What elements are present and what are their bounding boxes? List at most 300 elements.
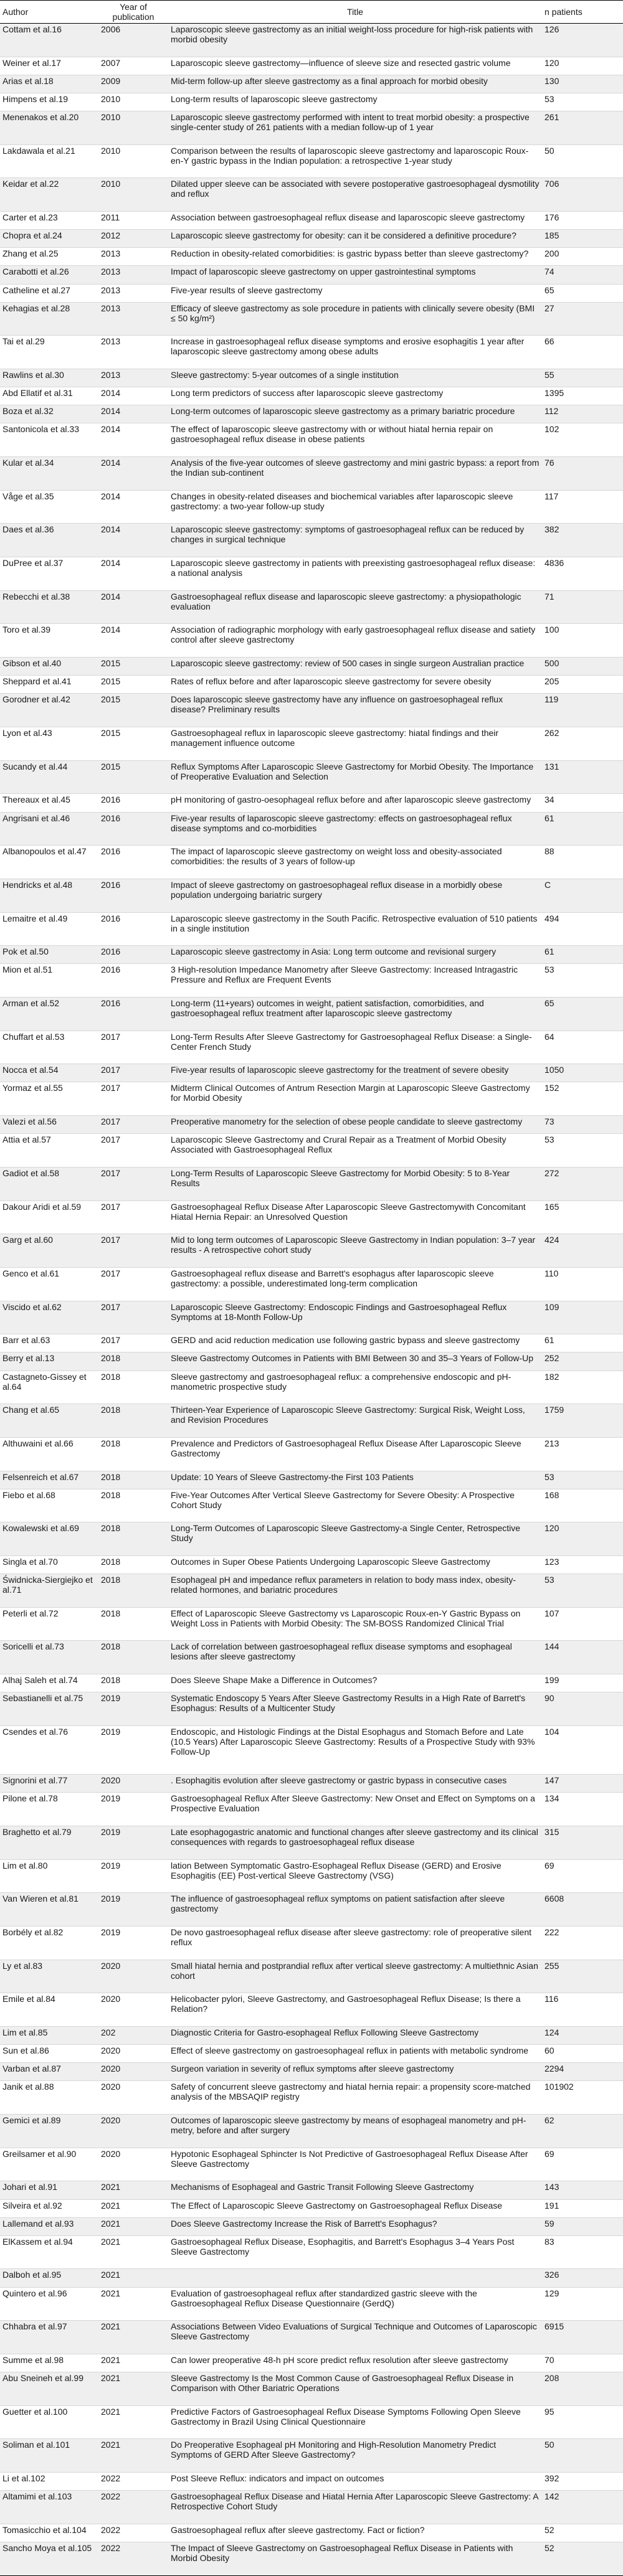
year-cell: 2014 [98, 490, 168, 524]
author-cell: Soricelli et al.73 [0, 1641, 98, 1674]
table-row [0, 760, 623, 794]
header-row [0, 1, 623, 24]
n-patients-cell: 1395 [542, 387, 623, 405]
table-row [0, 912, 623, 946]
author-cell: Kehagias et al.28 [0, 302, 98, 336]
title-cell: Laparoscopic sleeve gastrectomy as an initial weight-loss procedure for high-risk patients with morbid obesity [168, 24, 542, 57]
year-cell: 2018 [98, 1556, 168, 1574]
year-cell: 2010 [98, 93, 168, 111]
n-patients-cell: 69 [542, 1859, 623, 1893]
year-cell: 2019 [98, 1826, 168, 1859]
n-patients-cell: 205 [542, 676, 623, 694]
table-row [0, 1725, 623, 1774]
table-row [0, 624, 623, 658]
n-patients-cell: 326 [542, 2269, 623, 2287]
n-patients-cell: 102 [542, 423, 623, 457]
title-cell: Do Preoperative Esophageal pH Monitoring and High-Resolution Manometry Predict Symptoms of GERD After Sleeve Gastrectomy? [168, 2439, 542, 2473]
author-cell: Carter et al.23 [0, 212, 98, 230]
table-row [0, 2148, 623, 2181]
n-patients-cell: 52 [542, 2542, 623, 2575]
author-cell: Catheline et al.27 [0, 284, 98, 302]
title-cell: Small hiatal hernia and postprandial reflux after vertical sleeve gastrectomy: A multiethnic Asian cohort [168, 1960, 542, 1993]
year-cell: 2018 [98, 1371, 168, 1404]
table-row [0, 2063, 623, 2081]
year-cell: 2014 [98, 405, 168, 423]
table-row [0, 1471, 623, 1489]
title-cell: Analysis of the five-year outcomes of sleeve gastrectomy and mini gastric bypass: a report from the Indian sub-continent [168, 457, 542, 491]
table-row [0, 2026, 623, 2044]
author-cell: Toro et al.39 [0, 624, 98, 658]
table-row [0, 1793, 623, 1826]
year-cell: 2013 [98, 266, 168, 284]
table-row [0, 1064, 623, 1082]
title-cell: Endoscopic, and Histologic Findings at the Distal Esophagus and Stomach Before and Late (10.5 Years) After Laparoscopic Sleeve Gastrectomy: Results of a Prospective Study with 93% Follow-Up [168, 1725, 542, 1774]
n-patients-cell: 61 [542, 812, 623, 846]
author-cell: Himpens et al.19 [0, 93, 98, 111]
n-patients-cell: 130 [542, 75, 623, 93]
table-row [0, 1371, 623, 1404]
title-cell: Long-Term Results of Laparoscopic Sleeve Gastrectomy for Morbid Obesity: 5 to 8-Year Results [168, 1167, 542, 1201]
author-cell: Keidar et al.22 [0, 178, 98, 212]
title-cell: Lack of correlation between gastroesophageal reflux disease symptoms and esophageal lesions after sleeve gastrectomy [168, 1641, 542, 1674]
author-cell: Varban et al.87 [0, 2063, 98, 2081]
title-cell: Association between gastroesophageal reflux disease and laparoscopic sleeve gastrectomy [168, 212, 542, 230]
title-cell: Comparison between the results of laparoscopic sleeve gastrectomy and laparoscopic Roux-en-Y gastric bypass in the Indian population: a retrospective 1-year study [168, 144, 542, 178]
year-cell: 2021 [98, 2321, 168, 2354]
author-cell: Abu Sneineh et al.99 [0, 2372, 98, 2406]
year-cell: 2020 [98, 2063, 168, 2081]
title-cell: The effect of laparoscopic sleeve gastrectomy with or without hiatal hernia repair on gastroesophageal reflux disease in obese patients [168, 423, 542, 457]
title-cell: Outcomes of laparoscopic sleeve gastrectomy by means of esophageal manometry and pH-metry, before and after surgery [168, 2115, 542, 2148]
table-row [0, 405, 623, 423]
year-cell: 2018 [98, 1352, 168, 1371]
author-cell: Sancho Moya et al.105 [0, 2542, 98, 2575]
author-cell: Altamimi et al.103 [0, 2491, 98, 2524]
author-cell: Gemici et al.89 [0, 2115, 98, 2148]
author-cell: Summe et al.98 [0, 2354, 98, 2372]
n-patients-cell: 119 [542, 694, 623, 727]
year-cell: 2013 [98, 248, 168, 266]
table-row [0, 794, 623, 812]
year-cell: 2017 [98, 1064, 168, 1082]
author-cell: Sun et al.86 [0, 2045, 98, 2063]
n-patients-cell: 134 [542, 1793, 623, 1826]
table-row [0, 2181, 623, 2199]
n-patients-cell: 74 [542, 266, 623, 284]
n-patients-cell: 124 [542, 2026, 623, 2044]
n-patients-cell: 90 [542, 1692, 623, 1726]
year-cell: 2013 [98, 369, 168, 387]
title-cell: Long-term results of laparoscopic sleeve gastrectomy [168, 93, 542, 111]
table-row [0, 1607, 623, 1641]
table-row [0, 676, 623, 694]
author-cell: Dakour Aridi et al.59 [0, 1201, 98, 1234]
author-cell: Boza et al.32 [0, 405, 98, 423]
title-cell: Increase in gastroesophageal reflux disease symptoms and erosive esophagitis 1 year after laparoscopic sleeve gastrectomy among obese adults [168, 336, 542, 369]
year-cell: 2020 [98, 1993, 168, 2027]
n-patients-cell: 199 [542, 1674, 623, 1692]
table-row [0, 369, 623, 387]
n-patients-cell: 182 [542, 1371, 623, 1404]
n-patients-cell: 176 [542, 212, 623, 230]
year-cell: 2018 [98, 1489, 168, 1522]
year-cell: 2017 [98, 1116, 168, 1134]
table-row [0, 997, 623, 1031]
table-row [0, 2235, 623, 2269]
table-row [0, 2542, 623, 2575]
author-cell: Lyon et al.43 [0, 727, 98, 761]
n-patients-cell: 100 [542, 624, 623, 658]
n-patients-cell: 50 [542, 144, 623, 178]
year-cell: 2014 [98, 457, 168, 491]
n-patients-cell: 101902 [542, 2081, 623, 2115]
year-cell: 2016 [98, 912, 168, 946]
author-cell: Arman et al.52 [0, 997, 98, 1031]
table-row [0, 2372, 623, 2406]
table-row [0, 490, 623, 524]
author-cell: Rebecchi et al.38 [0, 590, 98, 624]
title-cell: Systematic Endoscopy 5 Years After Sleeve Gastrectomy Results in a High Rate of Barrett's Esophagus: Results of a Multicenter Study [168, 1692, 542, 1726]
table-row [0, 387, 623, 405]
table-row [0, 1775, 623, 1793]
author-cell: Singla et al.70 [0, 1556, 98, 1574]
title-cell: Gastroesophageal Reflux Disease and Hiatal Hernia After Laparoscopic Sleeve Gastrectomy: A Retrospective Cohort Study [168, 2491, 542, 2524]
author-cell: Chopra et al.24 [0, 230, 98, 248]
author-cell: Signorini et al.77 [0, 1775, 98, 1793]
author-cell: Carabotti et al.26 [0, 266, 98, 284]
title-cell: Rates of reflux before and after laparoscopic sleeve gastrectomy for severe obesity [168, 676, 542, 694]
author-cell: Silveira et al.92 [0, 2199, 98, 2217]
year-cell: 2016 [98, 997, 168, 1031]
title-cell: Gastroesophageal reflux disease and Barrett's esophagus after laparoscopic sleeve gastrectomy: a possible, underestimated long-term complication [168, 1267, 542, 1301]
n-patients-cell: 71 [542, 590, 623, 624]
n-patients-cell: 213 [542, 1437, 623, 1471]
table-row [0, 75, 623, 93]
n-patients-cell: 65 [542, 997, 623, 1031]
n-patients-cell: 64 [542, 1031, 623, 1064]
table-row [0, 590, 623, 624]
n-patients-cell: 144 [542, 1641, 623, 1674]
title-cell: Associations Between Video Evaluations of Surgical Technique and Outcomes of Laparoscopic Sleeve Gastrectomy [168, 2321, 542, 2354]
title-cell: Reduction in obesity-related comorbidities: is gastric bypass better than sleeve gastrectomy? [168, 248, 542, 266]
n-patients-cell: 185 [542, 230, 623, 248]
title-cell: Midterm Clinical Outcomes of Antrum Resection Margin at Laparoscopic Sleeve Gastrectomy for Morbid Obesity [168, 1082, 542, 1116]
title-cell: Evaluation of gastroesophageal reflux after standardized gastric sleeve with the Gastroesophageal Reflux Disease Questionnaire (GerdQ) [168, 2287, 542, 2321]
year-cell: 2021 [98, 2235, 168, 2269]
author-cell: Lim et al.85 [0, 2026, 98, 2044]
year-cell: 2016 [98, 879, 168, 912]
table-row [0, 1234, 623, 1268]
title-cell: Laparoscopic sleeve gastrectomy—influence of sleeve size and resected gastric volume [168, 57, 542, 75]
year-cell: 2018 [98, 1641, 168, 1674]
author-cell: Abd Ellatif et al.31 [0, 387, 98, 405]
author-cell: DuPree et al.37 [0, 557, 98, 591]
n-patients-cell: 117 [542, 490, 623, 524]
title-cell: Gastroesophageal reflux in laparoscopic sleeve gastrectomy: hiatal findings and their management influence outcome [168, 727, 542, 761]
year-cell: 2016 [98, 846, 168, 879]
author-cell: Sucandy et al.44 [0, 760, 98, 794]
table-row [0, 230, 623, 248]
n-patients-cell: 168 [542, 1489, 623, 1522]
table-row [0, 1031, 623, 1064]
table-row [0, 946, 623, 964]
table-row [0, 1960, 623, 1993]
n-patients-cell: 382 [542, 524, 623, 557]
author-cell: Hendricks et al.48 [0, 879, 98, 912]
year-cell: 2021 [98, 2439, 168, 2473]
year-cell: 2014 [98, 557, 168, 591]
year-cell: 2018 [98, 1674, 168, 1692]
n-patients-cell: 53 [542, 964, 623, 998]
title-cell: Dilated upper sleeve can be associated with severe postoperative gastroesophageal dysmotility and reflux [168, 178, 542, 212]
table-row [0, 1826, 623, 1859]
n-patients-cell: 142 [542, 2491, 623, 2524]
year-cell: 2017 [98, 1082, 168, 1116]
title-cell: Five-Year Outcomes After Vertical Sleeve Gastrectomy for Severe Obesity: A Prospective Cohort Study [168, 1489, 542, 1522]
n-patients-cell: 112 [542, 405, 623, 423]
n-patients-cell: 61 [542, 1334, 623, 1352]
author-cell: Gibson et al.40 [0, 658, 98, 676]
n-patients-cell: 222 [542, 1926, 623, 1960]
author-cell: Chuffart et al.53 [0, 1031, 98, 1064]
n-patients-cell: 116 [542, 1993, 623, 2027]
table-row [0, 93, 623, 111]
table-row [0, 2217, 623, 2235]
n-patients-cell: 55 [542, 369, 623, 387]
table-row [0, 2405, 623, 2439]
table-row [0, 2491, 623, 2524]
author-cell: Greilsamer et al.90 [0, 2148, 98, 2181]
title-cell: Can lower preoperative 48-h pH score predict reflux resolution after sleeve gastrectomy [168, 2354, 542, 2372]
n-patients-cell: 110 [542, 1267, 623, 1301]
author-cell: Tai et al.29 [0, 336, 98, 369]
table-row [0, 1674, 623, 1692]
title-cell: 3 High-resolution Impedance Manometry after Sleeve Gastrectomy: Increased Intragastric Pressure and Reflux are Frequent Events [168, 964, 542, 998]
table-row [0, 557, 623, 591]
author-column-header: Author [0, 1, 98, 24]
year-cell: 2017 [98, 1234, 168, 1268]
author-cell: Lakdawala et al.21 [0, 144, 98, 178]
author-cell: Chang et al.65 [0, 1404, 98, 1438]
n-patients-cell: 272 [542, 1167, 623, 1201]
title-cell: Hypotonic Esophageal Sphincter Is Not Predictive of Gastroesophageal Reflux Disease After Sleeve Gastrectomy [168, 2148, 542, 2181]
title-cell: Changes in obesity-related diseases and biochemical variables after laparoscopic sleeve gastrectomy: a two-year follow-up study [168, 490, 542, 524]
table-row [0, 1167, 623, 1201]
n-patients-cell: 4836 [542, 557, 623, 591]
table-row [0, 1082, 623, 1116]
author-cell: ElKassem et al.94 [0, 2235, 98, 2269]
title-cell: The Effect of Laparoscopic Sleeve Gastrectomy on Gastroesophageal Reflux Disease [168, 2199, 542, 2217]
year-cell: 2014 [98, 387, 168, 405]
year-cell: 2014 [98, 524, 168, 557]
title-cell: The influence of gastroesophageal reflux symptoms on patient satisfaction after sleeve gastrectomy [168, 1893, 542, 1927]
n-patients-cell: 1759 [542, 1404, 623, 1438]
table-row [0, 1489, 623, 1522]
table-row [0, 1692, 623, 1726]
table-row [0, 658, 623, 676]
title-cell: Long-term (11+years) outcomes in weight, patient satisfaction, comorbidities, and gastroesophageal reflux treatment after laparoscopic sleeve gastrectomy [168, 997, 542, 1031]
year-cell: 2011 [98, 212, 168, 230]
n-patients-cell: 76 [542, 457, 623, 491]
year-cell: 2021 [98, 2269, 168, 2287]
table-row [0, 212, 623, 230]
author-cell: Cottam et al.16 [0, 24, 98, 57]
author-cell: Genco et al.61 [0, 1267, 98, 1301]
year-cell: 2019 [98, 1725, 168, 1774]
title-cell: Sleeve Gastrectomy Outcomes in Patients with BMI Between 30 and 35–3 Years of Follow-Up [168, 1352, 542, 1371]
title-cell: Gastroesophageal reflux disease and laparoscopic sleeve gastrectomy: a physiopathologic evaluation [168, 590, 542, 624]
n-patients-cell: 6608 [542, 1893, 623, 1927]
author-cell: Emile et al.84 [0, 1993, 98, 2027]
title-cell: lation Between Symptomatic Gastro-Esophageal Reflux Disease (GERD) and Erosive Esophagitis (EE) Post-vertical Sleeve Gastrectomy (VSG) [168, 1859, 542, 1893]
year-cell: 2022 [98, 2473, 168, 2491]
n-patients-cell: 53 [542, 1471, 623, 1489]
year-cell: 2013 [98, 284, 168, 302]
table-row [0, 524, 623, 557]
table-row [0, 2473, 623, 2491]
year-cell: 2020 [98, 1960, 168, 1993]
year-cell: 2010 [98, 178, 168, 212]
author-cell: Dalboh et al.95 [0, 2269, 98, 2287]
title-cell: Gastroesophageal Reflux After Sleeve Gastrectomy: New Onset and Effect on Symptoms on a Prospective Evaluation [168, 1793, 542, 1826]
table-row [0, 2524, 623, 2542]
table-row [0, 457, 623, 491]
author-cell: Mion et al.51 [0, 964, 98, 998]
title-cell: Prevalence and Predictors of Gastroesophageal Reflux Disease After Laparoscopic Sleeve Gastrectomy [168, 1437, 542, 1471]
title-cell: Does laparoscopic sleeve gastrectomy have any influence on gastroesophageal reflux disease? Preliminary results [168, 694, 542, 727]
n-patients-cell: 53 [542, 1134, 623, 1168]
table-row [0, 812, 623, 846]
table-row [0, 24, 623, 57]
title-cell: Mechanisms of Esophageal and Gastric Transit Following Sleeve Gastrectomy [168, 2181, 542, 2199]
title-cell: Mid-term follow-up after sleeve gastrectomy as a final approach for morbid obesity [168, 75, 542, 93]
author-cell: Kular et al.34 [0, 457, 98, 491]
year-cell: 2019 [98, 1692, 168, 1726]
year-cell: 2018 [98, 1437, 168, 1471]
year-cell: 2018 [98, 1471, 168, 1489]
table-row [0, 178, 623, 212]
table-row [0, 2081, 623, 2115]
year-cell: 2010 [98, 111, 168, 145]
title-cell: Effect of Laparoscopic Sleeve Gastrectomy vs Laparoscopic Roux-en-Y Gastric Bypass on Weight Loss in Patients with Morbid Obesity: The SM-BOSS Randomized Clinical Trial [168, 1607, 542, 1641]
n-patients-cell: 69 [542, 2148, 623, 2181]
table-row [0, 248, 623, 266]
author-cell: Daes et al.36 [0, 524, 98, 557]
author-cell: Sheppard et al.41 [0, 676, 98, 694]
title-cell: Sleeve gastrectomy: 5-year outcomes of a single institution [168, 369, 542, 387]
n-patients-cell: 262 [542, 727, 623, 761]
table-row [0, 2199, 623, 2217]
n-patients-cell: 88 [542, 846, 623, 879]
table-row [0, 111, 623, 145]
n-patients-cell: 6915 [542, 2321, 623, 2354]
author-cell: Sebastianelli et al.75 [0, 1692, 98, 1726]
title-cell: . Esophagitis evolution after sleeve gastrectomy or gastric bypass in consecutive cases [168, 1775, 542, 1793]
title-cell: De novo gastroesophageal reflux disease after sleeve gastrectomy: role of preoperative silent reflux [168, 1926, 542, 1960]
n-patients-cell: 70 [542, 2354, 623, 2372]
year-column-header: Year of publication [98, 1, 168, 24]
n-patients-cell: C [542, 879, 623, 912]
n-patients-cell: 95 [542, 2405, 623, 2439]
table-row [0, 1334, 623, 1352]
author-cell: Kowalewski et al.69 [0, 1522, 98, 1556]
year-cell: 202 [98, 2026, 168, 2044]
year-cell: 2013 [98, 336, 168, 369]
table-row [0, 1574, 623, 1608]
n-patients-cell: 53 [542, 1574, 623, 1608]
year-cell: 2007 [98, 57, 168, 75]
title-cell [168, 2269, 542, 2287]
n-patients-cell: 126 [542, 24, 623, 57]
n-patients-cell: 1050 [542, 1064, 623, 1082]
table-row [0, 727, 623, 761]
n-patients-cell: 494 [542, 912, 623, 946]
year-cell: 2019 [98, 1793, 168, 1826]
title-cell: Mid to long term outcomes of Laparoscopic Sleeve Gastrectomy in Indian population: 3–7 year results - A retrospective cohort study [168, 1234, 542, 1268]
title-column-header: Title [168, 1, 542, 24]
year-cell: 2017 [98, 1301, 168, 1334]
n-patients-cell: 123 [542, 1556, 623, 1574]
year-cell: 2020 [98, 2115, 168, 2148]
table-row [0, 1556, 623, 1574]
year-cell: 2015 [98, 760, 168, 794]
title-cell: Sleeve gastrectomy and gastroesophageal reflux: a comprehensive endoscopic and pH-manometric prospective study [168, 1371, 542, 1404]
title-cell: Helicobacter pylori, Sleeve Gastrectomy, and Gastroesophageal Reflux Disease; Is there a Relation? [168, 1993, 542, 2027]
n-patients-cell: 129 [542, 2287, 623, 2321]
n-patients-cell: 424 [542, 1234, 623, 1268]
author-cell: Santonicola et al.33 [0, 423, 98, 457]
table-row [0, 423, 623, 457]
author-cell: Janik et al.88 [0, 2081, 98, 2115]
table-row [0, 2287, 623, 2321]
table-body [0, 24, 623, 2576]
author-cell: Alhaj Saleh et al.74 [0, 1674, 98, 1692]
table-row [0, 266, 623, 284]
author-cell: Guetter et al.100 [0, 2405, 98, 2439]
author-cell: Weiner et al.17 [0, 57, 98, 75]
n-patients-cell: 27 [542, 302, 623, 336]
title-cell: Laparoscopic Sleeve Gastrectomy and Crural Repair as a Treatment of Morbid Obesity Associated with Gastroesophageal Reflux [168, 1134, 542, 1168]
n-patients-cell: 62 [542, 2115, 623, 2148]
author-cell: Li et al.102 [0, 2473, 98, 2491]
title-cell: Reflux Symptoms After Laparoscopic Sleeve Gastrectomy for Morbid Obesity. The Importance of Preoperative Evaluation and Selection [168, 760, 542, 794]
table-row [0, 964, 623, 998]
title-cell: The Impact of Sleeve Gastrectomy on Gastroesophageal Reflux Disease in Patients with Morbid Obesity [168, 2542, 542, 2575]
year-cell: 2022 [98, 2542, 168, 2575]
n-patients-cell: 252 [542, 1352, 623, 1371]
n-patients-cell: 34 [542, 794, 623, 812]
year-cell: 2017 [98, 1334, 168, 1352]
year-cell: 2020 [98, 2081, 168, 2115]
title-cell: Gastroesophageal Reflux Disease, Esophagitis, and Barrett's Esophagus 3–4 Years Post Sleeve Gastrectomy [168, 2235, 542, 2269]
year-cell: 2017 [98, 1201, 168, 1234]
n-patients-cell: 59 [542, 2217, 623, 2235]
year-cell: 2019 [98, 1926, 168, 1960]
year-cell: 2021 [98, 2199, 168, 2217]
table-row [0, 2045, 623, 2063]
n-patients-cell: 60 [542, 2045, 623, 2063]
author-cell: Csendes et al.76 [0, 1725, 98, 1774]
author-cell: Albanopoulos et al.47 [0, 846, 98, 879]
n-patients-cell: 61 [542, 946, 623, 964]
author-cell: Garg et al.60 [0, 1234, 98, 1268]
author-cell: Braghetto et al.79 [0, 1826, 98, 1859]
title-cell: Predictive Factors of Gastroesophageal Reflux Disease Symptoms Following Open Sleeve Gastrectomy in Brazil Using Clinical Questionnaire [168, 2405, 542, 2439]
title-cell: Impact of laparoscopic sleeve gastrectomy on upper gastrointestinal symptoms [168, 266, 542, 284]
author-cell: Lim et al.80 [0, 1859, 98, 1893]
n-patients-column-header: n patients [542, 1, 623, 24]
title-cell: Laparoscopic sleeve gastrectomy in the South Pacific. Retrospective evaluation of 510 patients in a single institution [168, 912, 542, 946]
